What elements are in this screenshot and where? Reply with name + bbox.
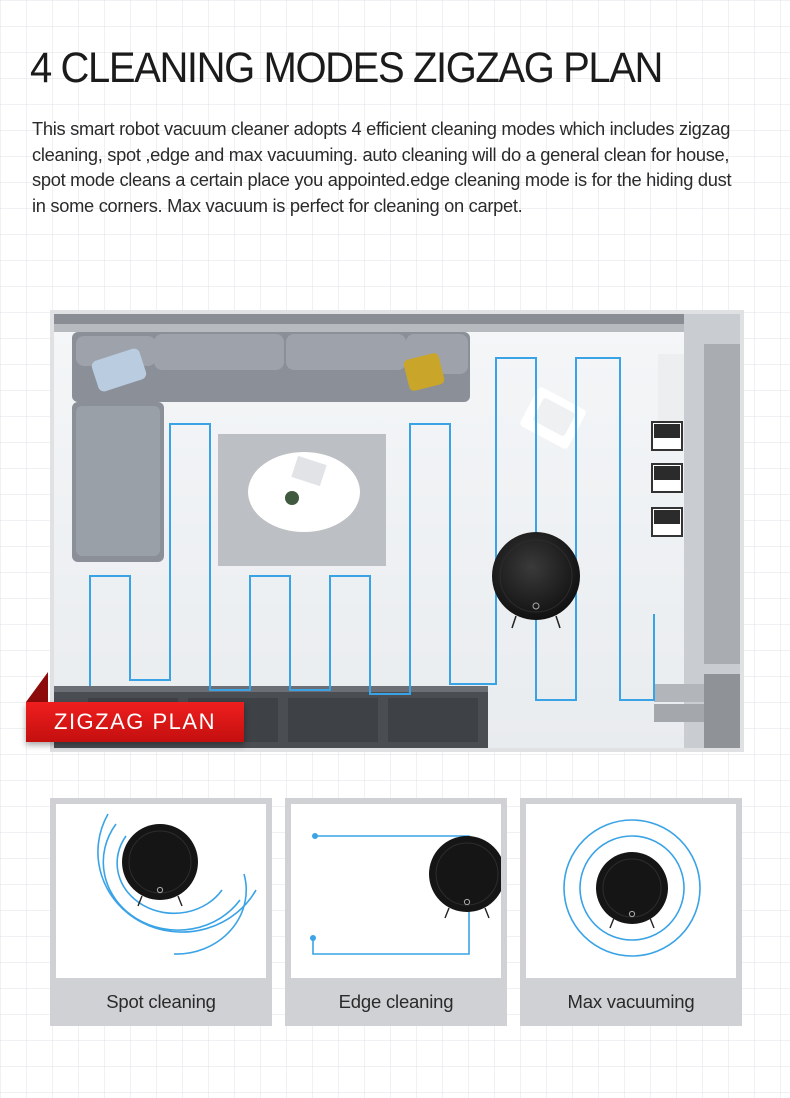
- mode-card-edge: [285, 798, 507, 1026]
- zigzag-room-illustration: [50, 310, 744, 752]
- mode-card-image: [526, 804, 736, 978]
- mode-card-spot: [50, 798, 272, 1026]
- mode-card-image: [291, 804, 501, 978]
- circle-path-icon: [526, 804, 736, 978]
- edge-path-icon: [291, 804, 501, 978]
- mode-label-max: Max vacuuming: [567, 991, 695, 1012]
- page-title: 4 CLEANING MODES ZIGZAG PLAN: [30, 44, 663, 92]
- room-scene: [54, 314, 740, 748]
- mode-card-max: [520, 798, 742, 1026]
- mode-label-spot: Spot cleaning: [106, 991, 216, 1012]
- mode-label-edge: Edge cleaning: [338, 991, 454, 1012]
- zigzag-plan-label: ZIGZAG PLAN: [26, 702, 244, 742]
- ribbon-fold: [26, 672, 48, 702]
- spiral-path-icon: [56, 804, 266, 978]
- product-description: This smart robot vacuum cleaner adopts 4 efficient cleaning modes which includes zigzag cleaning, spot ,edge and max vacuuming. auto cleaning will do a general clean for house, spot mode cleans a certain place you appointed.edge cleaning mode is for the hiding dust in some corners. Max vacuum is perfect for cleaning on carpet.: [32, 118, 732, 216]
- mode-card-image: [56, 804, 266, 978]
